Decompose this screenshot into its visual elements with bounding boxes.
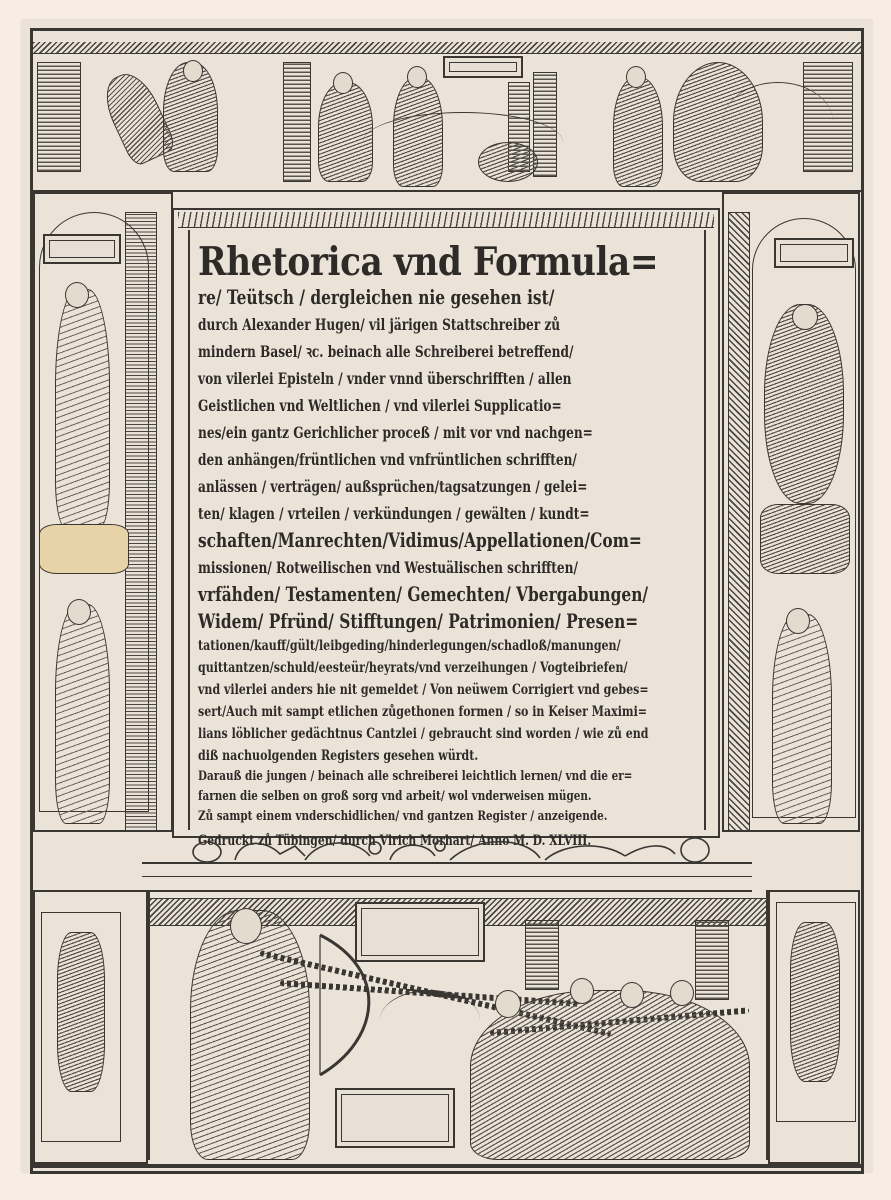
text-line: schaften/Manrechten/Vidimus/Appellationen/Com= — [198, 529, 642, 552]
figure-head — [670, 980, 694, 1006]
text-line: nes/ein gantz Gerichlicher proceß / mit vor vnd nachgen= — [198, 423, 593, 442]
text-line: Widem/ Pfründ/ Stifftungen/ Patrimonien/ Presen= — [198, 610, 639, 633]
bottom-left-panel — [33, 890, 148, 1164]
vase-ornament — [57, 932, 105, 1092]
imprint-line: Gedruckt zů Tübingen/ durch Vlrich Morhart/ Anno M. D. XLVIII. — [198, 833, 592, 849]
bottom-scene-hercules — [148, 890, 768, 1160]
flaming-urn — [760, 504, 850, 574]
figure-head — [570, 978, 594, 1004]
text-line: vnd vilerlei anders hie nit gemeldet / Von neüwem Corrigiert vnd gebes= — [198, 682, 649, 698]
man-with-cap-figure — [613, 77, 663, 187]
text-line: vrfähden/ Testamenten/ Gemechten/ Vbergabungen/ — [198, 583, 649, 606]
text-line: Darauß die jungen / beinach alle schreiberei leichtlich lernen/ vnd die er= — [198, 769, 633, 784]
scroll-ornament — [185, 834, 715, 864]
vase-ornament — [790, 922, 840, 1082]
text-line: farnen die selben on groß sorg vnd arbeit/ wol vnderweisen mügen. — [198, 789, 592, 804]
top-plaque — [443, 56, 523, 78]
bow-icon — [300, 930, 380, 1080]
text-line: den anhängen/früntlichen vnd vnfrüntlichen schrifften/ — [198, 450, 577, 469]
title-heading: Rhetorica vnd Formula= — [198, 239, 659, 285]
text-line: diß nachuolgenden Registers gesehen würdt. — [198, 748, 479, 764]
hill — [363, 112, 563, 172]
woman-with-cup-figure — [55, 604, 110, 824]
text-line: lians löblicher gedächtnus Cantzlei / gebraucht sind worden / wie zů end — [198, 726, 649, 742]
title-text-block — [198, 240, 698, 853]
figure-head — [792, 304, 818, 330]
pedestal-ornament — [39, 524, 129, 574]
figure-head — [333, 72, 353, 94]
text-line: durch Alexander Hugen/ vil järigen Stattschreiber zů — [198, 315, 561, 334]
distant-town — [380, 990, 480, 1050]
text-line: Geistlichen vnd Weltlichen / vnd vilerlei Supplicatio= — [198, 396, 562, 415]
bottom-border — [33, 1164, 861, 1168]
figure-head — [67, 599, 91, 625]
figure-head — [230, 908, 262, 944]
text-frame-moulding — [178, 212, 714, 228]
text-line: mindern Basel/ ꝛc. beinach alle Schreiberei betreffend/ — [198, 342, 574, 361]
figure-head — [786, 608, 810, 634]
column — [283, 62, 311, 182]
bottom-right-panel — [768, 890, 860, 1164]
woman-with-serpent-figure — [772, 614, 832, 824]
right-panel — [722, 192, 860, 832]
right-pilaster — [728, 212, 750, 832]
text-line: quittantzen/schuld/eesteür/heyrats/vnd verzeihungen / Vogteibriefen/ — [198, 660, 628, 676]
cupid-with-bow-figure — [764, 304, 844, 504]
text-line: tationen/kauff/gült/leibgeding/hinderlegungen/schadloß/manungen/ — [198, 638, 621, 654]
ledge — [142, 862, 752, 892]
text-line: sert/Auch mit sampt etlichen zůgethonen formen / so in Keiser Maximi= — [198, 704, 648, 720]
top-cornice — [33, 42, 861, 54]
woman-with-mirror-figure — [55, 289, 110, 529]
figure-head — [495, 990, 521, 1018]
figure-head — [620, 982, 644, 1008]
left-pier — [37, 62, 81, 172]
figure-head — [626, 66, 646, 88]
text-line: missionen/ Rotweilischen vnd Westuälischen schrifften/ — [198, 558, 578, 577]
hercules-figure — [190, 910, 310, 1160]
column — [525, 920, 559, 990]
left-panel — [33, 192, 173, 832]
top-scene — [33, 42, 861, 192]
figure-head — [183, 60, 203, 82]
lower-plaque — [335, 1088, 455, 1148]
right-pier — [803, 62, 853, 172]
text-line: ten/ klagen / vrteilen / verkündungen / gewälten / kundt= — [198, 504, 590, 523]
column — [695, 920, 729, 1000]
niche-plaque — [774, 238, 854, 268]
text-line: anlässen / verträgen/ außsprüchen/tagsatzungen / gelei= — [198, 477, 588, 496]
figure-head — [65, 282, 89, 308]
figure-head — [407, 66, 427, 88]
niche-plaque — [43, 234, 121, 264]
text-line: von vilerlei Episteln / vnder vnnd überschrifften / allen — [198, 369, 572, 388]
text-line: re/ Teütsch / dergleichen nie gesehen ist/ — [198, 286, 555, 309]
text-line: Zů sampt einem vnderschidlichen/ vnd gantzen Register / anzeigende. — [198, 809, 608, 824]
